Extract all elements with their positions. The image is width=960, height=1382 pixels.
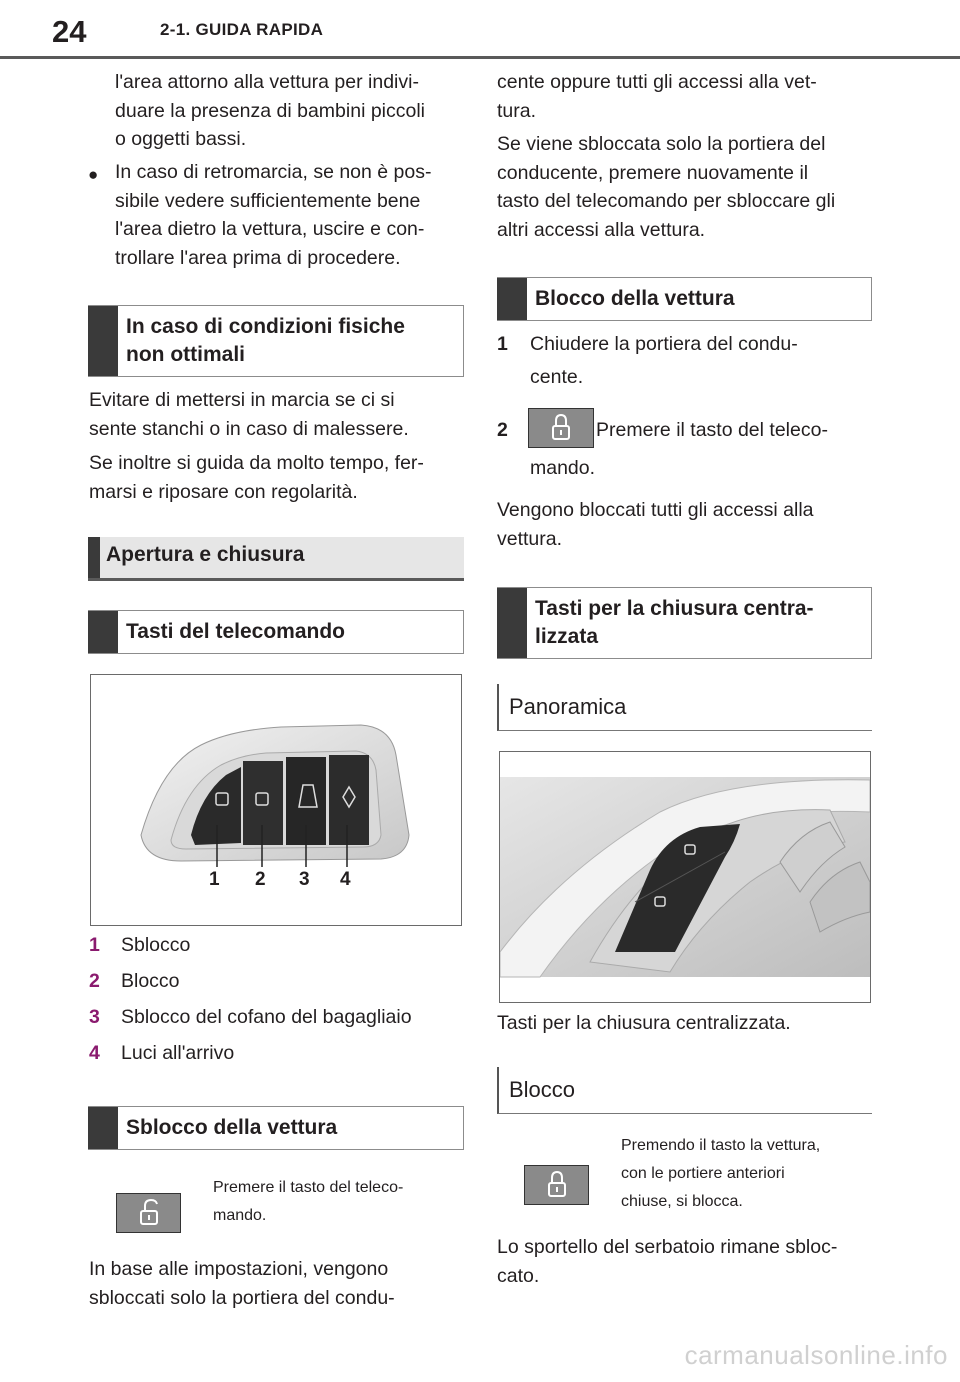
legend-item: 1 Sblocco (89, 934, 191, 956)
callout-4: 4 (340, 869, 351, 890)
paragraph: Evitare di mettersi in marcia se ci si sente stanchi o in caso di malessere. (89, 389, 409, 440)
text-line: sibile vedere sufficientemente bene (115, 189, 421, 212)
subheading-lock (497, 1067, 872, 1114)
heading-bar (88, 611, 118, 653)
paragraph: Se inoltre si guida da molto tempo, fer- marsi e riposare con regolarità. (89, 452, 424, 503)
lock-note: Premendo il tasto la vettura, con le portiere anteriori chiuse, si blocca. (621, 1137, 821, 1210)
paragraph: Se viene sbloccata solo la portiera del conducente, premere nuovamente il tasto del telecomando per sbloccare gli altri accessi alla vettura. (497, 133, 836, 241)
legend-item: 2 Blocco (89, 970, 180, 992)
door-panel-figure (499, 751, 871, 1003)
text-line: trollare l'area prima di procedere. (115, 246, 401, 269)
right-continuation: cente oppure tutti gli accessi alla vet- tura. (497, 71, 817, 122)
left-continuation (115, 68, 475, 154)
bullet-item (115, 158, 475, 272)
heading-bar (497, 278, 527, 320)
callout-2: 2 (255, 869, 266, 890)
lock-closed-icon (529, 409, 593, 447)
heading-box-central-locking (497, 587, 872, 659)
page-number: 24 (52, 14, 87, 49)
unlock-button-image (116, 1193, 181, 1233)
section-title: Apertura e chiusura (106, 543, 305, 566)
heading-box-physical-conditions (88, 305, 464, 377)
unlock-note: Premere il tasto del teleco- mando. (213, 1179, 404, 1224)
bullet-dot-icon: ● (88, 165, 99, 184)
lock-button-image (524, 1165, 589, 1205)
door-panel-image (500, 752, 870, 1002)
subheading-title: Blocco (509, 1077, 576, 1102)
heading-title: Blocco della vettura (535, 287, 735, 310)
text-line: duare la presenza di bambini piccoli (115, 99, 426, 122)
legend-item: 3 Sblocco del cofano del bagagliaio (89, 1006, 412, 1028)
figure-caption: Tasti per la chiusura centralizzata. (497, 1012, 791, 1034)
paragraph: In base alle impostazioni, vengono sbloccati solo la portiera del condu- (89, 1258, 395, 1309)
text-line: o oggetti bassi. (115, 128, 247, 150)
step-2-text-line-2: mando. (530, 457, 596, 479)
legend-item: 4 Luci all'arrivo (89, 1042, 235, 1064)
paragraph: Vengono bloccati tutti gli accessi alla vettura. (497, 499, 814, 550)
heading-box-unlock (88, 1106, 464, 1150)
key-fob-image (91, 675, 461, 925)
step-1: 1 Chiudere la portiera del condu- cente. (497, 333, 798, 388)
text-line: l'area dietro la vettura, uscire e con- (115, 218, 425, 240)
paragraph: Lo sportello del serbatoio rimane sbloc- cato. (497, 1236, 838, 1287)
heading-title: In caso di condizioni fisiche non ottimali (126, 315, 405, 366)
text-line: l'area attorno alla vettura per indivi- (115, 71, 419, 93)
lock-closed-icon (525, 1166, 588, 1204)
heading-box-remote-keys (88, 610, 464, 654)
legend-list (89, 931, 469, 1075)
step-2-text-line-1: Premere il tasto del teleco- (596, 419, 828, 441)
step-2-number: 2 (497, 419, 508, 441)
heading-title: Tasti del telecomando (126, 620, 345, 643)
subheading-title: Panoramica (509, 694, 627, 719)
heading-title: Sblocco della vettura (126, 1116, 338, 1139)
watermark: carmanualsonline.info (684, 1340, 948, 1370)
heading-bar (88, 537, 100, 578)
section-heading (88, 537, 464, 581)
lock-button-image (528, 408, 594, 448)
heading-title: Tasti per la chiusura centra- lizzata (535, 597, 814, 648)
subheading-overview (497, 684, 872, 731)
callout-3: 3 (299, 869, 310, 890)
heading-bar (88, 306, 118, 376)
running-head: 2-1. GUIDA RAPIDA (160, 20, 324, 39)
heading-box-lock (497, 277, 872, 321)
lock-open-icon (117, 1194, 180, 1232)
key-fob-figure (90, 674, 462, 926)
text-line: In caso di retromarcia, se non è pos- (115, 161, 432, 183)
heading-bar (88, 1107, 118, 1149)
heading-bar (497, 588, 527, 658)
header-rule (0, 56, 960, 59)
callout-1: 1 (209, 869, 220, 890)
